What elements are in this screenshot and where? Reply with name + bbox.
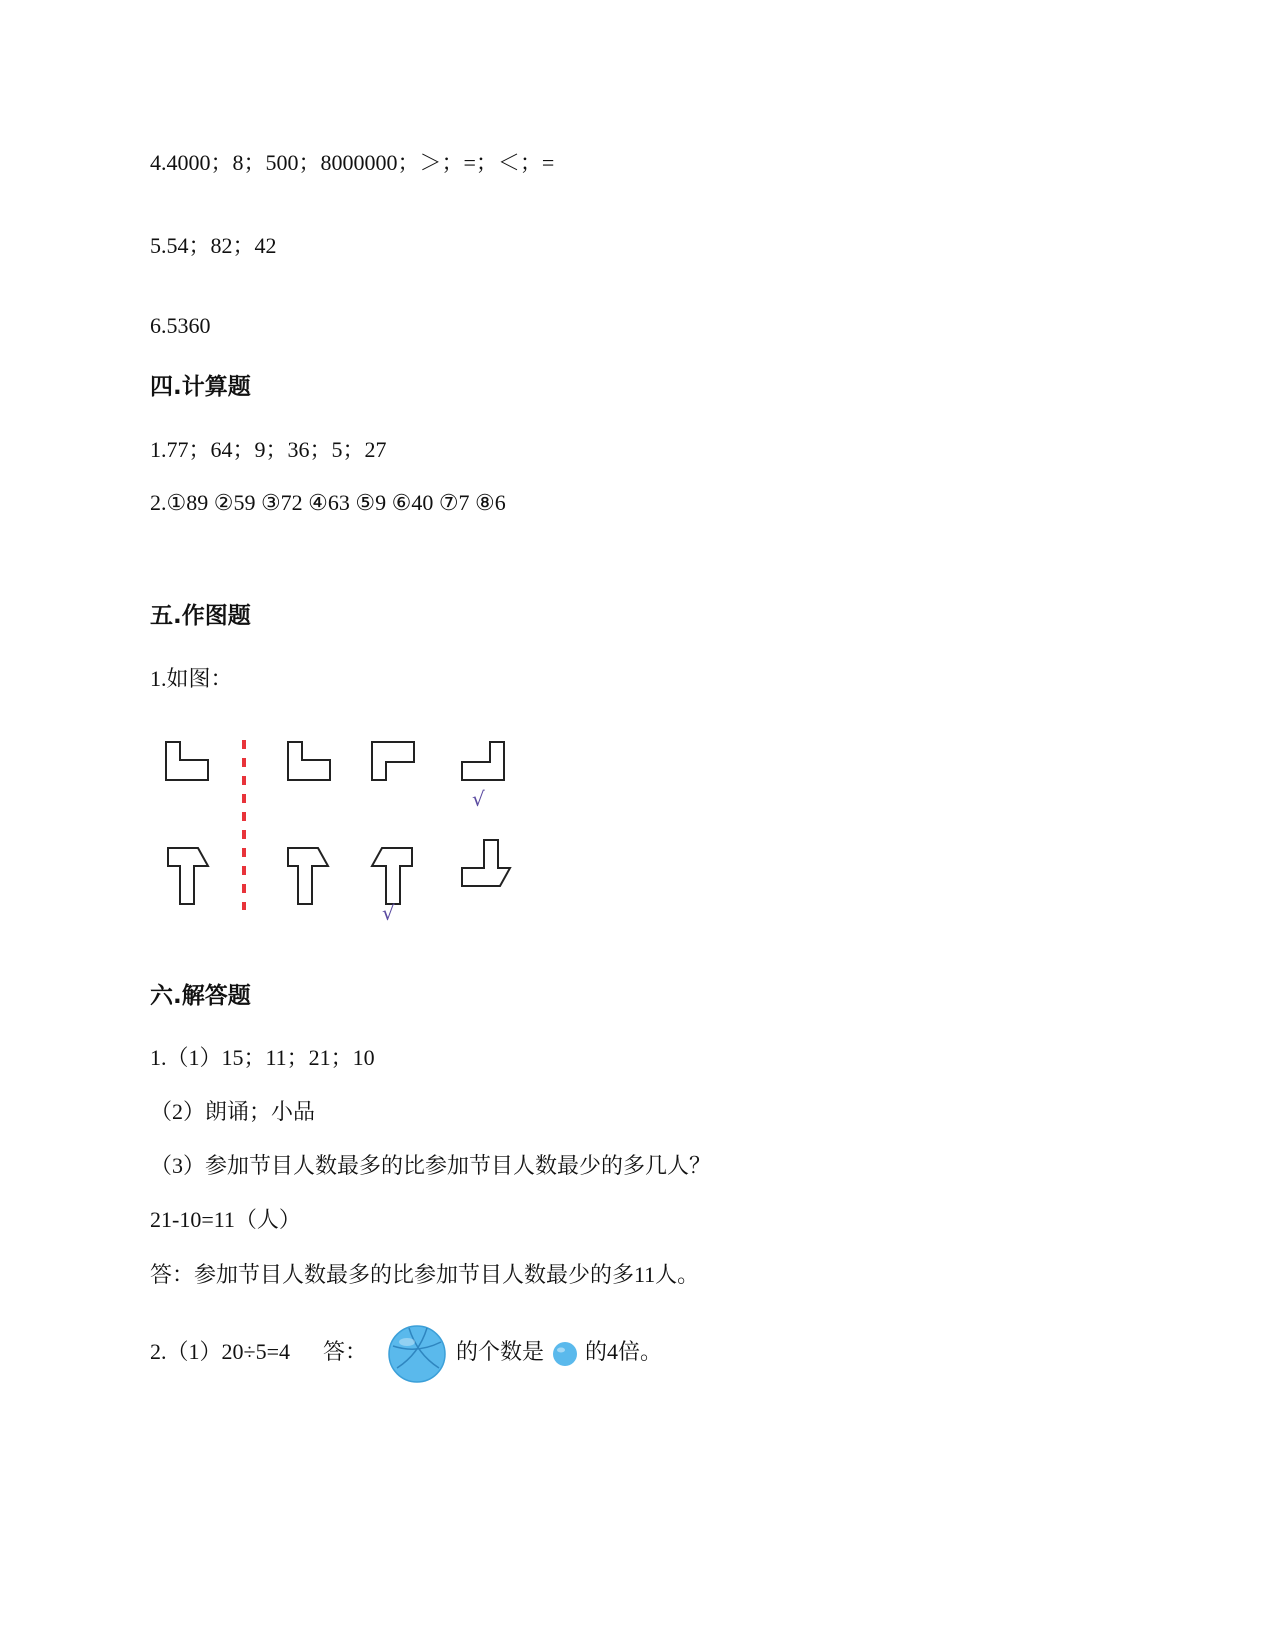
l-shape-option-3 (462, 742, 504, 780)
answer-3-5: 5.54；82；42 (150, 233, 277, 258)
section-6-heading: 六.解答题 (150, 983, 251, 1009)
answer-2-suffix-text: 的4倍。 (585, 1339, 663, 1364)
answer-3-4: 4.4000；8；500；8000000；＞；=；＜；= (150, 150, 555, 175)
hammer-shape-original (168, 848, 208, 904)
section-4-answer-1: 1.77；64；9；36；5；27 (150, 437, 387, 462)
answer-2-label: 答： (322, 1339, 367, 1364)
hammer-shape-option-2 (372, 848, 412, 904)
section-4-heading: 四.计算题 (150, 374, 251, 400)
check-mark-option-3: √ (472, 787, 485, 811)
l-shape-option-2 (372, 742, 414, 780)
section-6-answer-sentence: 答：参加节目人数最多的比参加节目人数最少的多11人。 (150, 1262, 700, 1287)
section-6-answer-1-2: （2）朗诵；小品 (150, 1099, 316, 1124)
section-4-answer-2: 2.①89 ②59 ③72 ④63 ⑤9 ⑥40 ⑦7 ⑧6 (150, 490, 506, 515)
blue-ball-icon (552, 1341, 578, 1367)
section-5-heading: 五.作图题 (150, 603, 251, 629)
hammer-shape-option-1 (288, 848, 328, 904)
section-6-answer-1-3: （3）参加节目人数最多的比参加节目人数最少的多几人？ (150, 1153, 712, 1178)
l-shape-original (166, 742, 208, 780)
section-5-answer-1: 1.如图： (150, 666, 233, 691)
hammer-shape-option-3 (462, 840, 510, 886)
answer-3-6: 6.5360 (150, 313, 211, 338)
mirror-figure (150, 740, 530, 940)
answer-2-middle-text: 的个数是 (456, 1339, 545, 1364)
answer-2-calculation: 2.（1）20÷5=4 (150, 1339, 290, 1364)
basketball-icon (387, 1324, 447, 1384)
section-6-calculation: 21-10=11（人） (150, 1207, 301, 1232)
check-mark-option-2: √ (382, 901, 395, 925)
section-6-answer-2 (150, 1322, 662, 1384)
l-shape-option-1 (288, 742, 330, 780)
section-6-answer-1-1: 1.（1）15；11；21；10 (150, 1045, 375, 1070)
